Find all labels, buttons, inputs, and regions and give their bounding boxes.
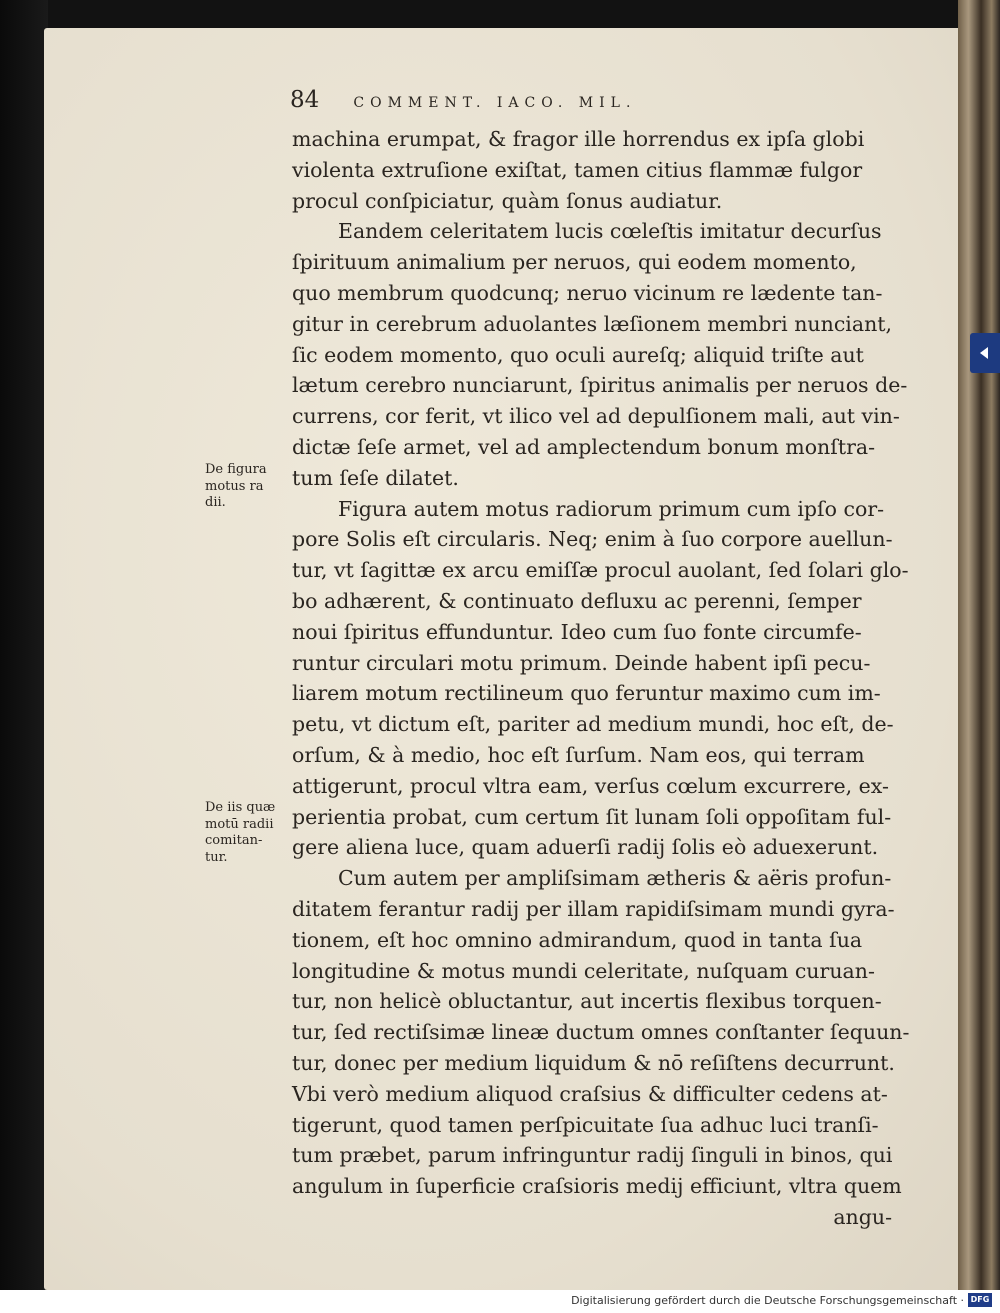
dfg-logo[interactable]: DFG <box>968 1293 992 1307</box>
text-line: pore Solis eſt circularis. Neq; enim à ſuo corpore auellun- <box>292 527 893 552</box>
text-line: gere aliena luce, quam aduerſi radij ſolis eò aduexerunt. <box>292 835 879 860</box>
text-line: attigerunt, procul vltra eam, verſus cœlum excurrere, ex- <box>292 773 889 798</box>
text-line: violenta extruſione exiſtat, tamen citius flammæ fulgor <box>292 157 863 182</box>
text-line: dictæ ſeſe armet, vel ad amplectendum bonum monſtra- <box>292 434 876 459</box>
paragraph-start-line: Eandem celeritatem lucis cœleſtis imitatur decurſus <box>338 219 882 244</box>
text-line: lætum cerebro nunciarunt, ſpiritus animalis per neruos de- <box>292 373 908 398</box>
scan-background-left <box>0 0 48 1290</box>
text-line: procul conſpiciatur, quàm ſonus audiatur. <box>292 188 723 213</box>
text-line: gitur in cerebrum aduolantes læſionem membri nunciant, <box>292 311 893 336</box>
margin-note-comitantur <box>205 800 285 866</box>
funding-credit: Digitalisierung gefördert durch die Deutsche Forschungsgemeinschaft · <box>571 1294 964 1307</box>
margin-note-line: dii. <box>205 495 226 510</box>
margin-note-line: tur. <box>205 849 228 865</box>
text-line: angulum in ſuperficie craſsioris medij efficiunt, vltra quem <box>292 1174 902 1199</box>
text-line: Vbi verò medium aliquod craſsius & difficulter cedens at- <box>292 1081 888 1106</box>
text-line: longitudine & motus mundi celeritate, nuſquam curuan- <box>292 958 875 983</box>
margin-note-line: De iis quæ <box>205 800 276 815</box>
text-line: tigerunt, quod tamen perſpicuitate ſua adhuc luci tranſi- <box>292 1112 879 1137</box>
text-line: tur, ſed rectiſsimæ lineæ ductum omnes conſtanter ſequun- <box>292 1020 910 1045</box>
paragraph-start-line: Cum autem per ampliſsimam ætheris & aëris profun- <box>338 866 892 891</box>
text-line: tur, non helicè obluctantur, aut incertis flexibus torquen- <box>292 989 882 1014</box>
text-line: ſpirituum animalium per neruos, qui eodem momento, <box>292 250 857 275</box>
text-line: ſic eodem momento, quo oculi aureſq; aliquid triſte aut <box>292 342 864 367</box>
text-line: tur, donec per medium liquidum & nō reſiſtens decurrunt. <box>292 1050 895 1075</box>
text-line: orſum, & à medio, hoc eſt ſurſum. Nam eos, qui terram <box>292 742 865 767</box>
collapse-panel-arrow-icon[interactable] <box>970 333 1000 373</box>
book-spine-edge <box>958 0 1000 1290</box>
text-line: petu, vt dictum eſt, pariter ad medium mundi, hoc eſt, de- <box>292 712 894 737</box>
text-line: noui ſpiritus effunduntur. Ideo cum ſuo fonte circumfe- <box>292 619 862 644</box>
text-line: tum præbet, parum infringuntur radij ſinguli in binos, qui <box>292 1143 893 1168</box>
text-line: perientia probat, cum certum ſit lunam ſoli oppoſitam ful- <box>292 804 892 829</box>
text-line: currens, cor ferit, vt ilico vel ad depulſionem mali, aut vin- <box>292 404 900 429</box>
text-line: runtur circulari motu primum. Deinde habent ipſi pecu- <box>292 650 871 675</box>
text-line: bo adhærent, & continuato defluxu ac perenni, ſemper <box>292 588 862 613</box>
text-line: liarem motum rectilineum quo feruntur maximo cum im- <box>292 681 881 706</box>
text-line: tionem, eſt hoc omnino admirandum, quod in tanta ſua <box>292 927 863 952</box>
main-text-block <box>292 124 910 1233</box>
text-line: tur, vt ſagittæ ex arcu emiſſæ procul auolant, ſed ſolari glo- <box>292 558 909 583</box>
text-line: ditatem ferantur radij per illam rapidiſsimam mundi gyra- <box>292 896 895 921</box>
margin-note-line: De figura <box>205 462 267 477</box>
running-title: COMMENT. IACO. MIL. <box>353 95 637 111</box>
catchword: angu- <box>833 1204 892 1229</box>
margin-note-figura <box>205 462 285 512</box>
margin-note-line: motū radii <box>205 816 274 832</box>
text-line: quo membrum quodcunq; neruo vicinum re lædente tan- <box>292 280 883 305</box>
text-line: machina erumpat, & fragor ille horrendus ex ipſa globi <box>292 127 865 151</box>
margin-note-line: comitan- <box>205 833 263 848</box>
running-head <box>290 87 810 113</box>
text-line: tum ſeſe dilatet. <box>292 465 459 490</box>
page-number: 84 <box>290 87 320 113</box>
paragraph-start-line: Figura autem motus radiorum primum cum ipſo cor- <box>338 496 885 521</box>
margin-note-line: motus ra <box>205 478 264 494</box>
